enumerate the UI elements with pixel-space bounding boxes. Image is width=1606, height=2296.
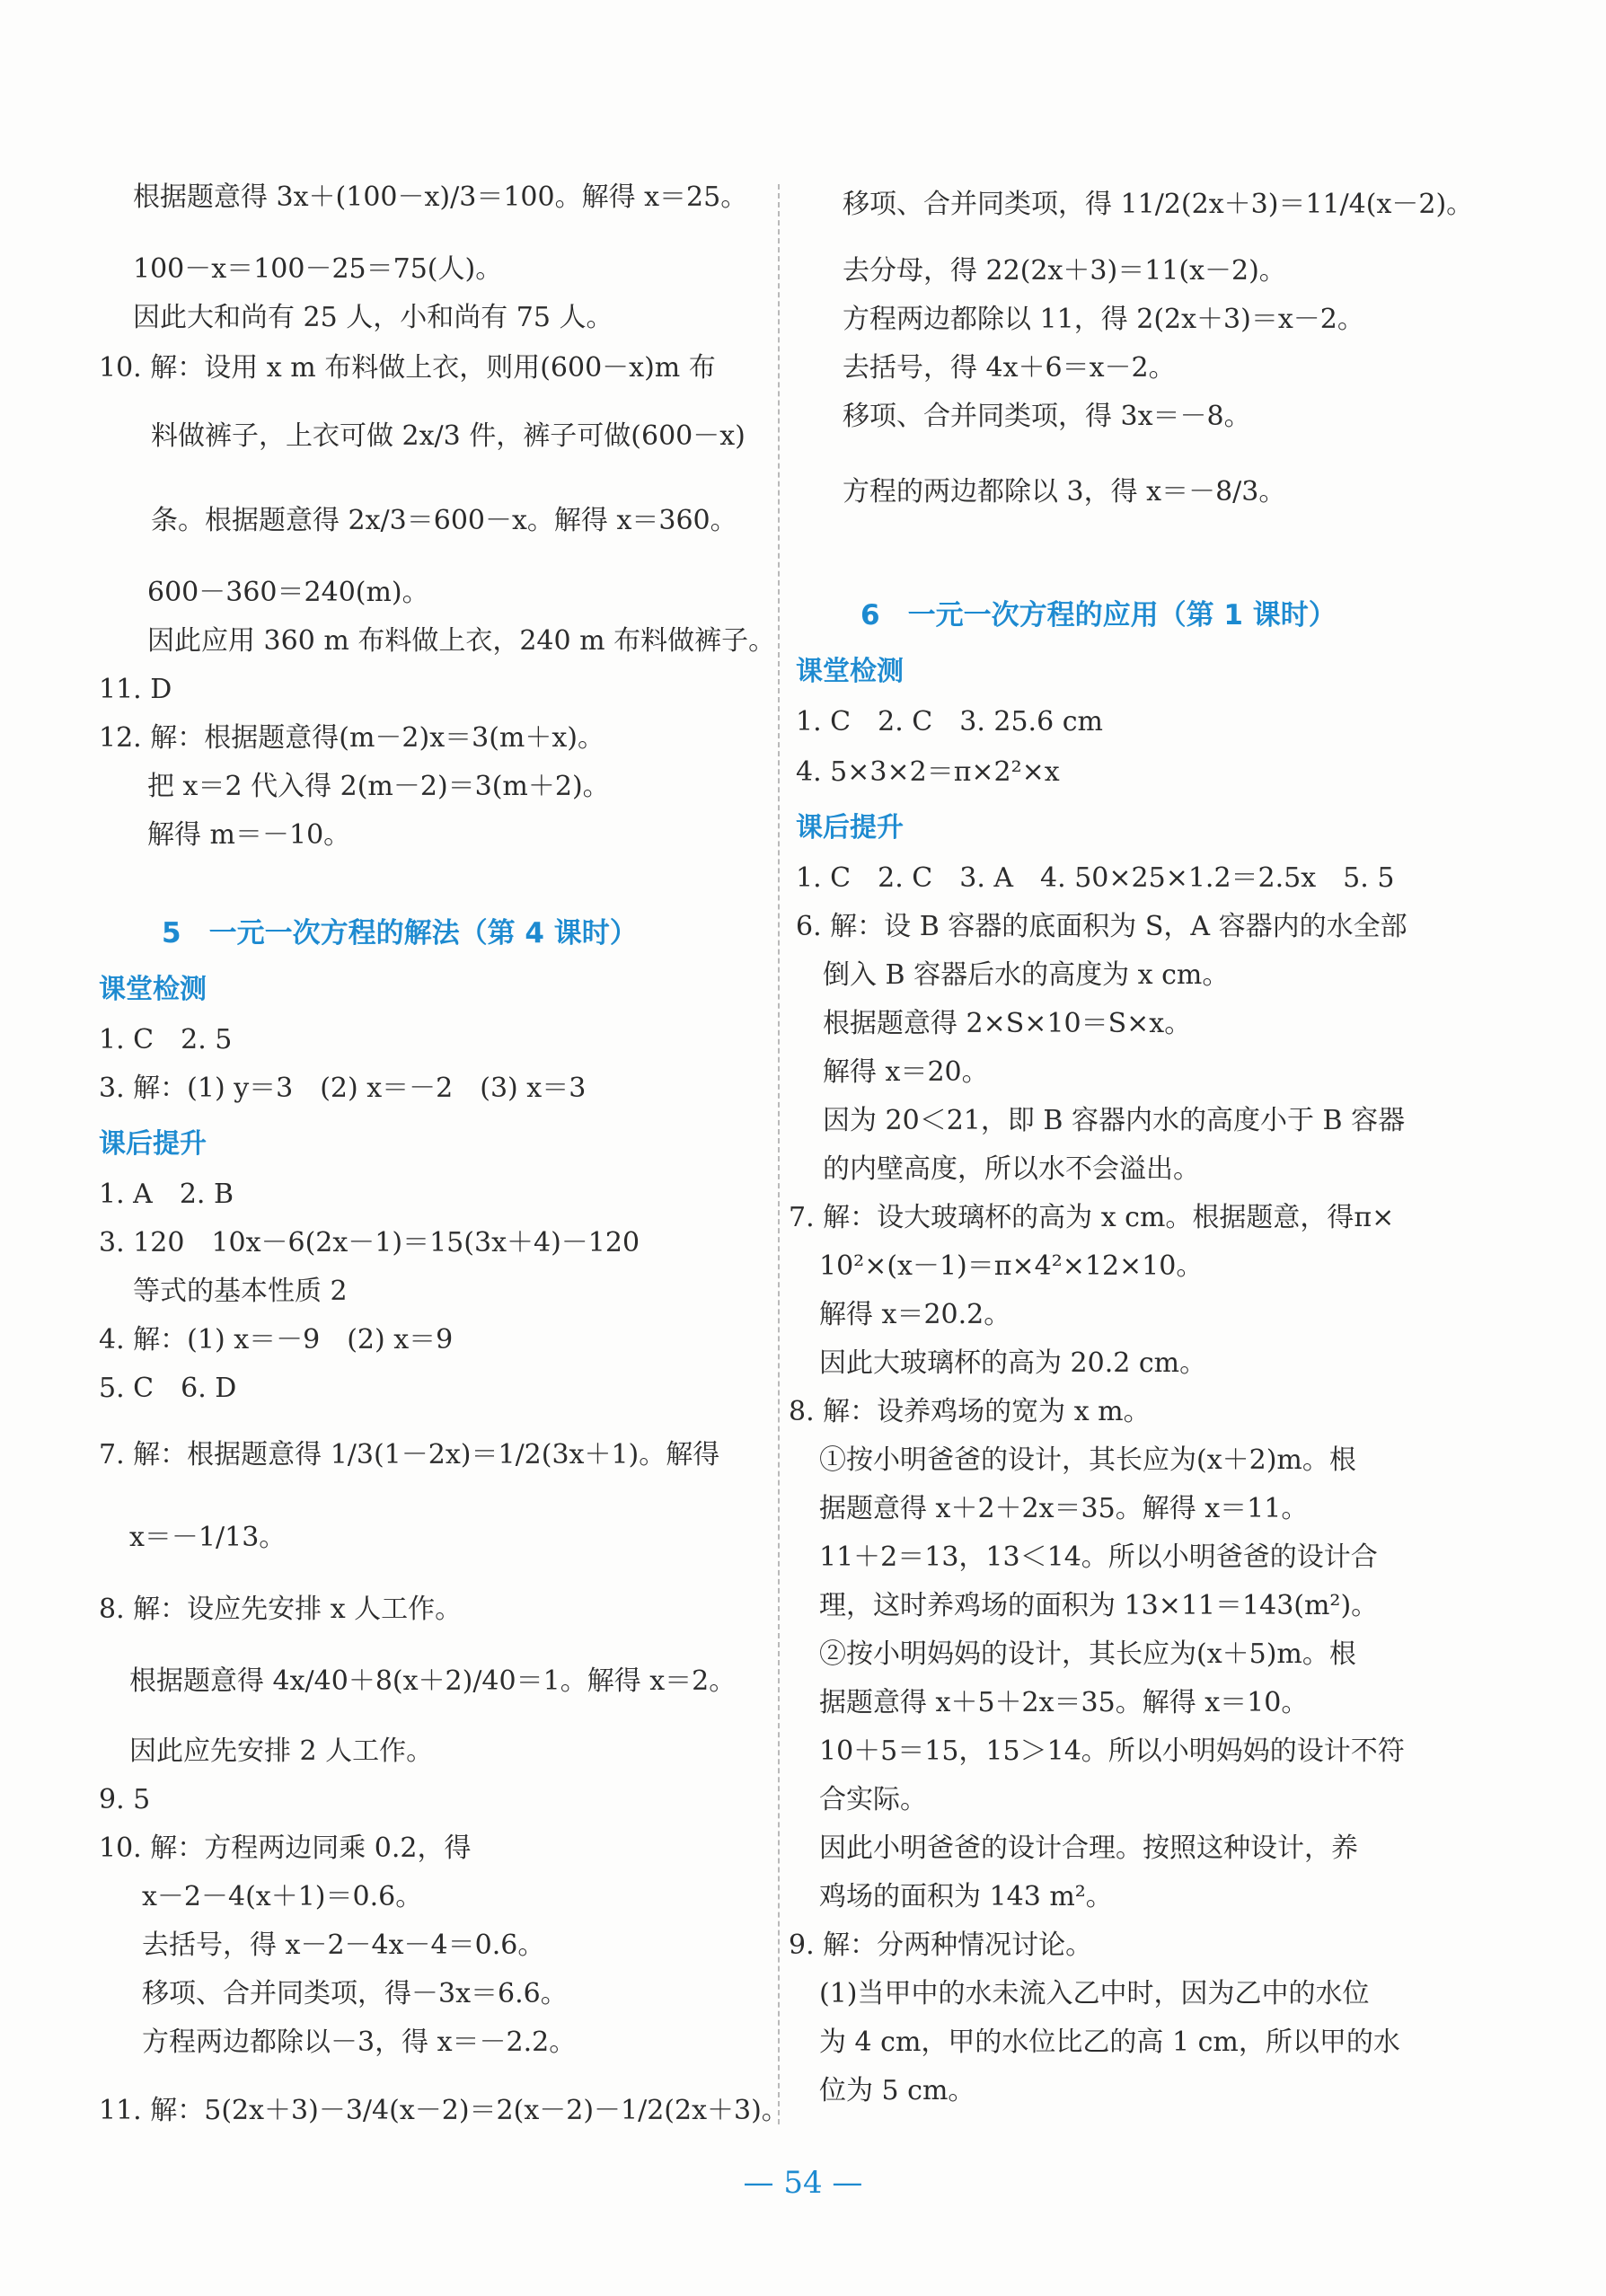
text-line: 鸡场的面积为 143 m²。 bbox=[819, 1881, 1113, 1912]
text-line: 根据题意得 4x/40＋8(x＋2)/40＝1。解得 x＝2。 bbox=[129, 1665, 737, 1697]
section-title: 5 一元一次方程的解法（第 4 课时） bbox=[162, 917, 638, 949]
text-line: 据题意得 x＋5＋2x＝35。解得 x＝10。 bbox=[819, 1687, 1309, 1718]
text-line: 方程的两边都除以 3，得 x＝－8/3。 bbox=[843, 476, 1286, 508]
text-line: 解得 m＝－10。 bbox=[147, 819, 351, 851]
subsection-heading: 课后提升 bbox=[796, 812, 904, 843]
text-line: 条。根据题意得 2x/3＝600－x。解得 x＝360。 bbox=[151, 505, 737, 536]
text-line: 4. 解：(1) x＝－9 (2) x＝9 bbox=[99, 1324, 454, 1356]
text-line: 9. 5 bbox=[99, 1784, 151, 1815]
text-line: (1)当甲中的水未流入乙中时，因为乙中的水位 bbox=[819, 1978, 1370, 2009]
text-line: 1. C 2. C 3. 25.6 cm bbox=[796, 706, 1103, 737]
text-line: 去括号，得 4x＋6＝x－2。 bbox=[843, 352, 1176, 384]
text-line: 据题意得 x＋2＋2x＝35。解得 x＝11。 bbox=[819, 1493, 1309, 1524]
text-line: x－2－4(x＋1)＝0.6。 bbox=[142, 1881, 423, 1912]
page-number: — 54 — bbox=[743, 2165, 863, 2201]
text-line: 倒入 B 容器后水的高度为 x cm。 bbox=[823, 959, 1230, 991]
column-divider bbox=[778, 184, 780, 2124]
text-line: 等式的基本性质 2 bbox=[133, 1276, 348, 1307]
text-line: 8. 解：设应先安排 x 人工作。 bbox=[99, 1594, 463, 1625]
text-line: 把 x＝2 代入得 2(m－2)＝3(m＋2)。 bbox=[147, 771, 610, 802]
text-line: 根据题意得 3x＋(100－x)/3＝100。解得 x＝25。 bbox=[133, 181, 748, 213]
text-line: 因此大和尚有 25 人，小和尚有 75 人。 bbox=[133, 302, 613, 333]
text-line: 解得 x＝20.2。 bbox=[819, 1299, 1011, 1330]
text-line: 600－360＝240(m)。 bbox=[147, 577, 429, 608]
text-line: 11. D bbox=[99, 674, 172, 705]
section-title: 6 一元一次方程的应用（第 1 课时） bbox=[860, 599, 1337, 631]
text-line: 1. A 2. B bbox=[99, 1179, 234, 1210]
text-line: 11＋2＝13，13＜14。所以小明爸爸的设计合 bbox=[819, 1541, 1378, 1573]
text-line: 5. C 6. D bbox=[99, 1373, 237, 1404]
text-line: 12. 解：根据题意得(m－2)x＝3(m＋x)。 bbox=[99, 722, 604, 754]
text-line: 因此应用 360 m 布料做上衣，240 m 布料做裤子。 bbox=[147, 625, 776, 657]
text-line: 移项、合并同类项，得 3x＝－8。 bbox=[843, 401, 1251, 432]
text-line: 4. 5×3×2＝π×2²×x bbox=[796, 756, 1060, 788]
text-line: 1. C 2. C 3. A 4. 50×25×1.2＝2.5x 5. 5 bbox=[796, 862, 1395, 894]
text-line: 3. 120 10x－6(2x－1)＝15(3x＋4)－120 bbox=[99, 1227, 640, 1258]
text-line: 去分母，得 22(2x＋3)＝11(x－2)。 bbox=[843, 255, 1286, 287]
text-line: 方程两边都除以 11，得 2(2x＋3)＝x－2。 bbox=[843, 304, 1364, 335]
text-line: 8. 解：设养鸡场的宽为 x m。 bbox=[789, 1396, 1151, 1427]
text-line: 的内壁高度，所以水不会溢出。 bbox=[823, 1153, 1200, 1185]
text-line: 3. 解：(1) y＝3 (2) x＝－2 (3) x＝3 bbox=[99, 1073, 587, 1104]
text-line: 7. 解：根据题意得 1/3(1－2x)＝1/2(3x＋1)。解得 bbox=[99, 1439, 720, 1470]
text-line: 理，这时养鸡场的面积为 13×11＝143(m²)。 bbox=[819, 1590, 1379, 1621]
text-line: 因此应先安排 2 人工作。 bbox=[129, 1735, 434, 1767]
text-line: x＝－1/13。 bbox=[129, 1522, 287, 1553]
text-line: 因此小明爸爸的设计合理。按照这种设计，养 bbox=[819, 1832, 1358, 1864]
text-line: 11. 解：5(2x＋3)－3/4(x－2)＝2(x－2)－1/2(2x＋3)。 bbox=[99, 2095, 789, 2126]
text-line: 料做裤子，上衣可做 2x/3 件，裤子可做(600－x) bbox=[151, 420, 746, 452]
text-line: 因此大玻璃杯的高为 20.2 cm。 bbox=[819, 1347, 1207, 1379]
subsection-heading: 课堂检测 bbox=[99, 974, 207, 1005]
text-line: 移项、合并同类项，得 11/2(2x＋3)＝11/4(x－2)。 bbox=[843, 189, 1474, 220]
text-line: 10. 解：设用 x m 布料做上衣，则用(600－x)m 布 bbox=[99, 352, 716, 384]
text-line: ①按小明爸爸的设计，其长应为(x＋2)m。根 bbox=[819, 1444, 1356, 1476]
subsection-heading: 课堂检测 bbox=[796, 656, 904, 687]
text-line: 解得 x＝20。 bbox=[823, 1056, 989, 1088]
text-line: 9. 解：分两种情况讨论。 bbox=[789, 1930, 1093, 1961]
text-line: 因为 20＜21，即 B 容器内水的高度小于 B 容器 bbox=[823, 1105, 1406, 1136]
text-line: 10²×(x－1)＝π×4²×12×10。 bbox=[819, 1250, 1204, 1282]
text-line: 7. 解：设大玻璃杯的高为 x cm。根据题意，得π× bbox=[789, 1202, 1395, 1233]
text-line: 去括号，得 x－2－4x－4＝0.6。 bbox=[142, 1930, 545, 1961]
text-line: ②按小明妈妈的设计，其长应为(x＋5)m。根 bbox=[819, 1638, 1356, 1670]
text-line: 方程两边都除以－3，得 x＝－2.2。 bbox=[142, 2027, 577, 2058]
text-line: 10. 解：方程两边同乘 0.2，得 bbox=[99, 1832, 472, 1864]
text-line: 10＋5＝15，15＞14。所以小明妈妈的设计不符 bbox=[819, 1735, 1405, 1767]
subsection-heading: 课后提升 bbox=[99, 1128, 207, 1160]
text-line: 100－x＝100－25＝75(人)。 bbox=[133, 253, 503, 285]
text-line: 位为 5 cm。 bbox=[819, 2075, 975, 2106]
text-line: 1. C 2. 5 bbox=[99, 1024, 233, 1055]
text-line: 根据题意得 2×S×10＝S×x。 bbox=[823, 1008, 1192, 1039]
text-line: 移项、合并同类项，得－3x＝6.6。 bbox=[142, 1978, 568, 2009]
text-line: 合实际。 bbox=[819, 1784, 927, 1815]
text-line: 为 4 cm，甲的水位比乙的高 1 cm，所以甲的水 bbox=[819, 2027, 1400, 2058]
text-line: 6. 解：设 B 容器的底面积为 S，A 容器内的水全部 bbox=[796, 911, 1407, 942]
